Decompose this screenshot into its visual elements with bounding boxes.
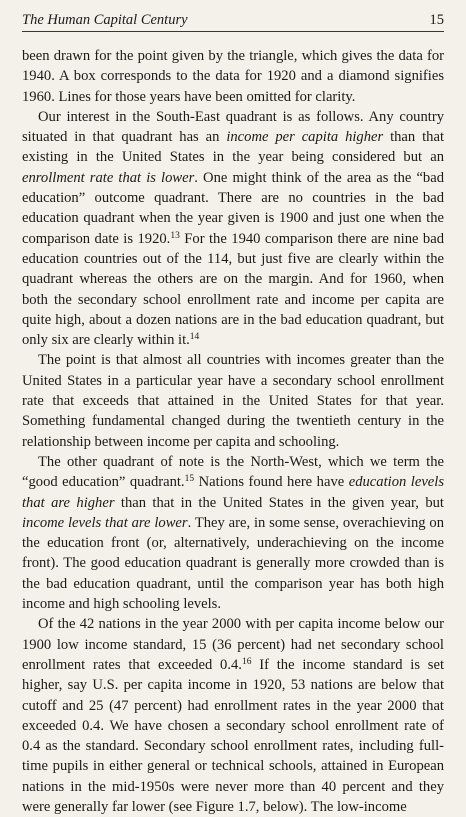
footnote-marker: 13 [170,230,180,241]
text-run: If the income standard is set higher, say U.S. per capita income in 1920, 53 nations are below that cutoff and 25 (47 percent) had enrollment rates in the year 2000 that exceeded 0.4. We have chosen a secondary school enrollment rate of 0.4 as the standard. Secondary school enrollment rates, including full-time pupils in either general or technical schools, attained in European nations in the mid-1950s were never more than 40 percent and they were generally far lower (see Figure 1.7, below). The low-income [22,656,444,815]
paragraph [22,452,444,614]
text-run: The point is that almost all countries with incomes greater than the United States in a particular year have a secondary school enrollment rate that exceeds that attained in the United States for that year. Something fundamental changed during the twentieth century in the relationship between income per capita and schooling. [22,352,444,450]
text-run: For the 1940 comparison there are nine bad education countries out of the 114, but just five are clearly within the quadrant whereas the others are on the margin. And for 1960, when both the secondary school enrollment rate and income per capita are quite high, about a dozen nations are in the bad education quadrant, but only six are clearly within it. [22,230,444,349]
text-run: than that existing in the United States in the year being considered but an [22,129,444,166]
paragraph [22,614,444,817]
footnote-marker: 15 [184,474,195,485]
text-run: Nations found here have [194,474,349,491]
paragraph [22,107,444,351]
page-number: 15 [429,12,444,28]
text-run: . One might think of the area as the “bad education” outcome quadrant. There are no countries in the bad education quadrant when the year given is 1900 and just one when the comparison date is 1920. [22,169,445,247]
text-run: Our interest in the South-East quadrant is as follows. Any country situated in that quadrant has an [22,108,444,146]
emphasis-text: enrollment rate that is lower [22,169,195,186]
text-run: than that in the United States in the given year, but [114,494,444,511]
running-title: The Human Capital Century [22,12,188,28]
paragraph [22,350,444,451]
emphasis-text: education levels that are higher [22,474,445,511]
text-run: . They are, in some sense, overachieving on the education front (or, alternatively, underachieving on the income front). The good education quadrant is generally more crowded than is the bad education quadrant, until the comparison year has both high income and high schooling levels. [22,514,444,613]
body-text [22,46,444,817]
emphasis-text: income levels that are lower [22,514,188,531]
footnote-marker: 14 [189,332,200,343]
text-run: been drawn for the point given by the triangle, which gives the data for 1940. A box corresponds to the data for 1920 and a diamond signifies 1960. Lines for those years have been omitted for clarity. [22,48,444,105]
text-run: The other quadrant of note is the North-West, which we term the “good education” quadrant. [22,453,444,491]
paragraph [22,46,444,107]
text-run: Of the 42 nations in the year 2000 with per capita income below our 1900 low income standard, 15 (36 percent) had net secondary school enrollment rates that exceeded 0.4. [22,616,444,673]
emphasis-text: income per capita higher [226,129,384,146]
footnote-marker: 16 [241,656,252,667]
running-header [22,12,444,29]
header-rule [22,31,444,32]
